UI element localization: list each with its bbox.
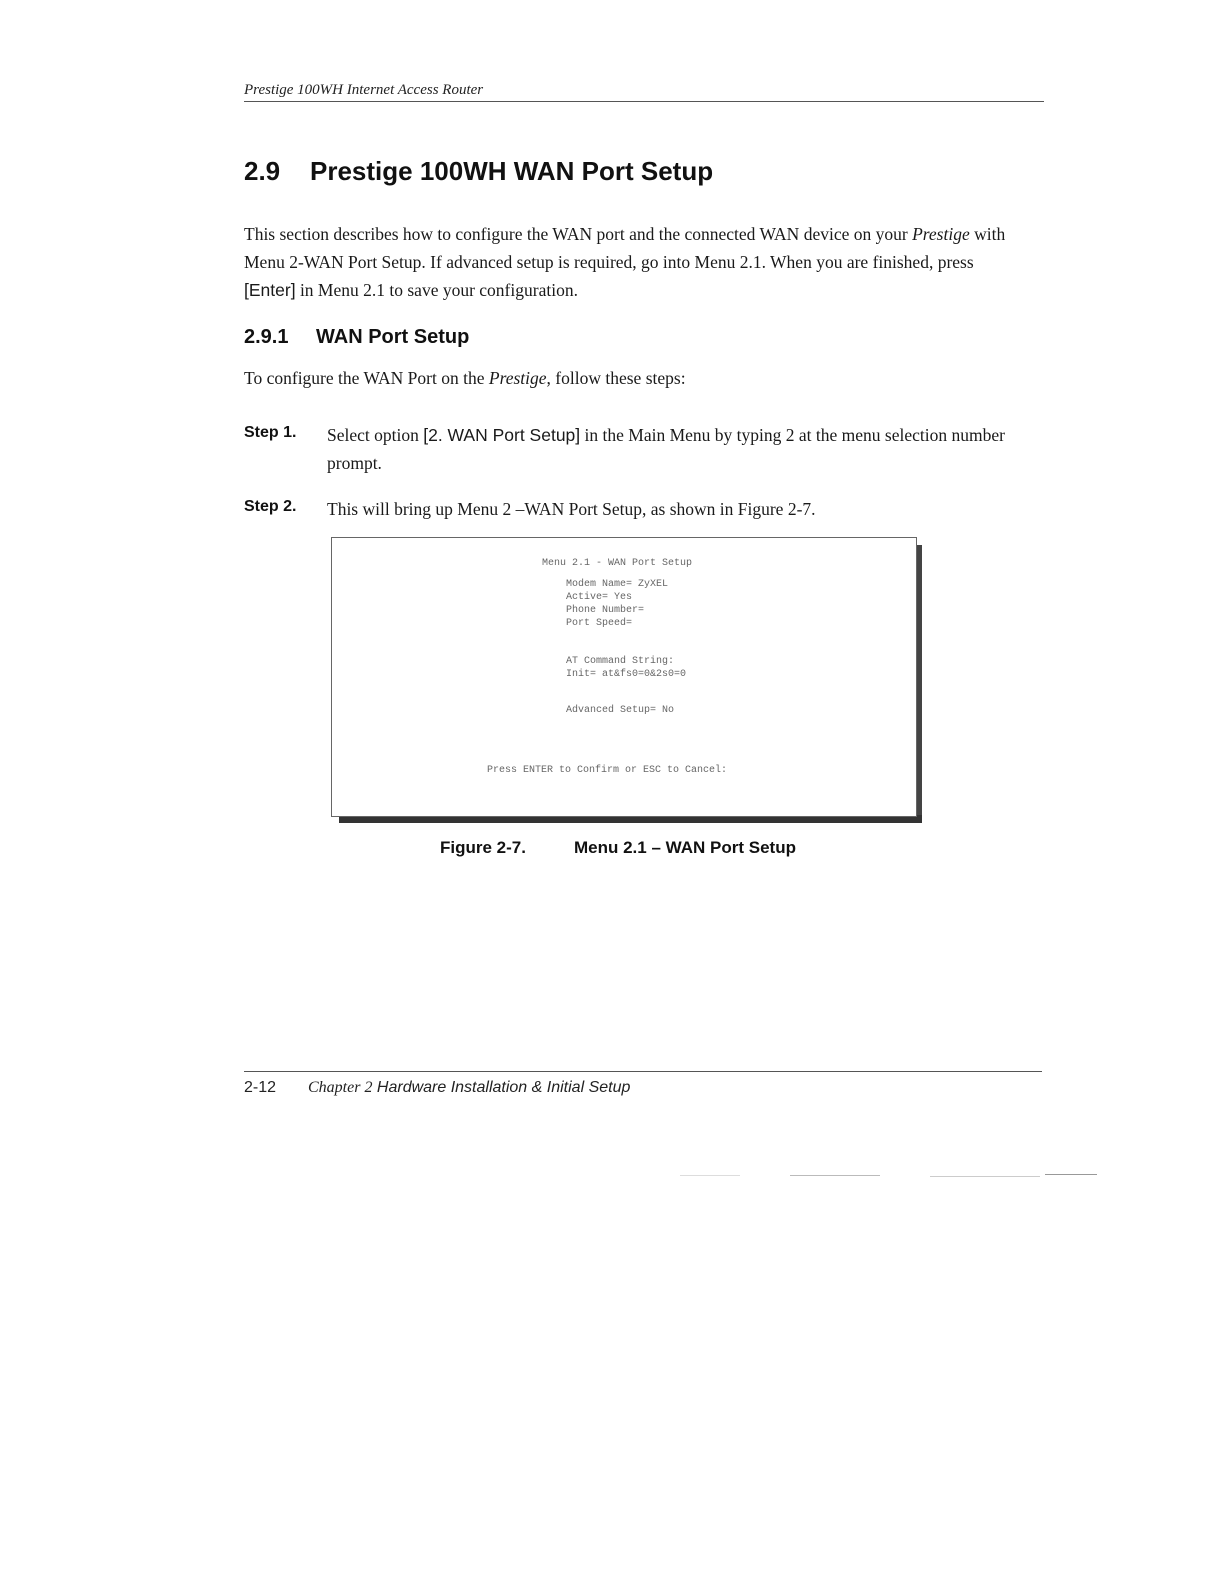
subsection-heading (244, 326, 469, 349)
screen-init: Init= at&fs0=0&2s0=0 (566, 669, 687, 680)
intro-prestige: Prestige (912, 224, 970, 244)
screen-active: Active= Yes (566, 592, 633, 603)
step-1-post: in the Main Menu by typing 2 at the menu selection number prompt. (327, 425, 1005, 473)
lead-paragraph (244, 364, 1024, 392)
terminal-screen (332, 538, 916, 816)
step-1-pre: Select option (327, 425, 424, 445)
lead-text-1: To configure the WAN Port on the (244, 368, 489, 388)
step-2-text: This will bring up Menu 2 –WAN Port Setup, as shown in Figure 2-7. (327, 499, 816, 519)
step-1-label: Step 1. (244, 424, 297, 441)
subsection-title: WAN Port Setup (316, 326, 470, 348)
step-1-option: [2. WAN Port Setup] (423, 425, 581, 445)
scan-speck (930, 1176, 1040, 1177)
footer-title: Hardware Installation & Initial Setup (376, 1079, 631, 1096)
intro-text-2: with Menu 2-WAN Port Setup. If advanced setup is required, go into Menu 2.1. When you are finished, press (244, 224, 1006, 272)
scan-speck (680, 1175, 740, 1176)
intro-text-1: This section describes how to configure the WAN port and the connected WAN device on your (244, 224, 913, 244)
screen-phone-number: Phone Number= (566, 605, 645, 616)
section-title: Prestige 100WH WAN Port Setup (310, 156, 714, 186)
page-number: 2-12 (244, 1079, 277, 1096)
screen-advanced-setup: Advanced Setup= No (566, 705, 675, 716)
step-1-text (327, 421, 1007, 477)
intro-text-3: in Menu 2.1 to save your configuration. (295, 280, 578, 300)
figure-title: Menu 2.1 – WAN Port Setup (574, 838, 796, 857)
figure-caption (440, 838, 796, 858)
header-rule (244, 101, 1044, 102)
screen-title: Menu 2.1 - WAN Port Setup (542, 558, 693, 569)
screen-port-speed: Port Speed= (566, 618, 633, 629)
scan-speck (790, 1175, 880, 1176)
section-heading (244, 156, 713, 187)
screen-at-command: AT Command String: (566, 656, 675, 667)
scan-speck (1045, 1174, 1097, 1175)
lead-text-2: , follow these steps: (546, 368, 686, 388)
intro-paragraph (244, 220, 1024, 304)
lead-prestige: Prestige (488, 368, 547, 388)
figure-number: Figure 2-7. (440, 838, 526, 857)
running-header: Prestige 100WH Internet Access Router (244, 82, 484, 98)
intro-enter-key: [Enter] (244, 280, 296, 300)
screen-modem-name: Modem Name= ZyXEL (566, 579, 669, 590)
section-number: 2.9 (244, 156, 281, 186)
step-2-label: Step 2. (244, 498, 297, 515)
subsection-number: 2.9.1 (244, 326, 289, 348)
terminal-screen-figure (331, 537, 917, 817)
screen-prompt: Press ENTER to Confirm or ESC to Cancel: (487, 765, 728, 776)
page-footer (244, 1079, 630, 1097)
footer-chapter: Chapter 2 (308, 1079, 373, 1096)
footer-rule (244, 1071, 1042, 1072)
